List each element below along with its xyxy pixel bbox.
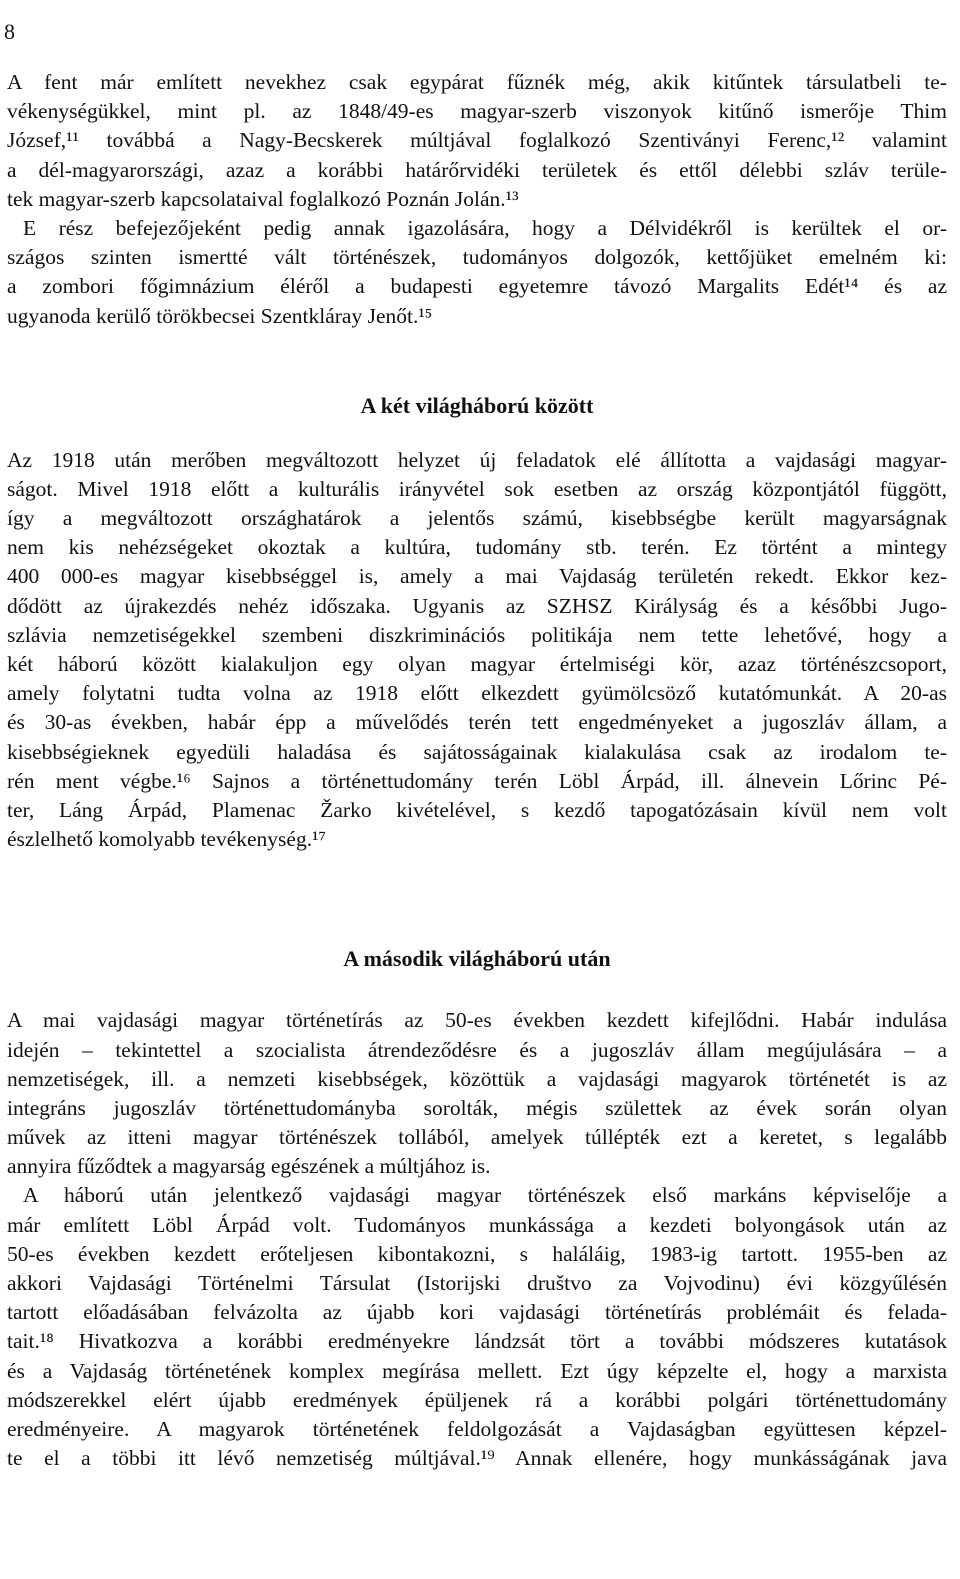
text-line: és a Vajdaság történetének komplex megírása mellett. Ezt úgy képzelte el, hogy a marxista	[7, 1358, 947, 1383]
text-line: művek az itteni magyar történészek tollából, amelyek túllépték ezt a keretet, s legalább	[7, 1125, 947, 1150]
text-line: így a megváltozott országhatárok a jelentős számú, kisebbségbe került magyarságnak	[7, 506, 947, 531]
section-heading-postwar: A második világháború után	[343, 946, 611, 972]
text-line: rén ment végbe.¹⁶ Sajnos a történettudomány terén Löbl Árpád, ill. álnevein Lőrinc Pé-	[7, 768, 947, 793]
text-line: szlávia nemzetiségekkel szembeni diszkriminációs politikája nem tette lehetővé, hogy a	[7, 622, 947, 647]
text-line: ter, Láng Árpád, Plamenac Žarko kivételével, s kezdő tapogatózásain kívül nem volt	[7, 797, 947, 822]
page-number: 8	[4, 19, 15, 44]
page-body	[7, 68, 947, 1473]
text-line: amely folytatni tudta volna az 1918 előtt elkezdett gyümölcsöző kutatómunkát. A 20-as	[7, 681, 947, 706]
text-line: A mai vajdasági magyar történetírás az 50-es években kezdett kifejlődni. Habár indulása	[7, 1008, 947, 1033]
text-line: annyira fűződtek a magyarság egészének a múltjához is.	[7, 1154, 491, 1179]
text-line: E rész befejezőjeként pedig annak igazolására, hogy a Délvidékről is kerültek el or-	[23, 215, 947, 240]
text-line: 400 000-es magyar kisebbséggel is, amely a mai Vajdaság területén rekedt. Ekkor kez-	[7, 564, 947, 589]
text-line: szágos szinten ismertté vált történészek, tudományos dolgozók, kettőjüket emelném ki:	[7, 245, 947, 270]
text-line: József,¹¹ továbbá a Nagy-Becskerek múltjával foglalkozó Szentiványi Ferenc,¹² valamint	[7, 128, 947, 153]
paragraph-notable-members	[7, 68, 947, 214]
text-line: módszerekkel elért újabb eredmények épüljenek rá a korábbi polgári történettudomány	[7, 1387, 947, 1412]
text-line: és 30-as években, habár épp a művelődés terén tett engedményeket a jugoszláv állam, a	[7, 710, 947, 735]
text-line: Az 1918 után merőben megváltozott helyzet új feladatok elé állította a vajdasági magyar-	[7, 447, 947, 472]
text-line: nem kis nehézségeket okoztak a kultúra, tudomány stb. terén. Ez történt a mintegy	[7, 535, 947, 560]
text-line: A fent már említett nevekhez csak egypárat fűznék még, akik kitűntek társulatbeli te-	[7, 70, 947, 94]
text-line: eredményeire. A magyarok történetének feldolgozását a Vajdaságban együttesen képzel-	[7, 1416, 947, 1441]
text-line: tartott előadásában felvázolta az újabb kori vajdasági történetírás problémáit és felada-	[7, 1300, 947, 1325]
paragraph-national-historians	[7, 214, 947, 331]
paragraph-interwar	[7, 446, 947, 855]
text-line: vékenységükkel, mint pl. az 1848/49-es magyar-szerb viszonyok kitűnő ismerője Thim	[7, 99, 947, 124]
text-line: észlelhető komolyabb tevékenység.¹⁷	[7, 827, 327, 852]
text-line: a dél-magyarországi, azaz a korábbi határőrvidéki területek és ettől délebbi szláv terüle-	[7, 157, 947, 182]
text-line: A háború után jelentkező vajdasági magyar történészek első markáns képviselője a	[23, 1183, 947, 1208]
text-line: tek magyar-szerb kapcsolataival foglalkozó Poznán Jolán.¹³	[7, 186, 519, 211]
text-line: már említett Löbl Árpád volt. Tudományos munkássága a kezdeti bolyongások után az	[7, 1212, 947, 1237]
text-line: dődött az újrakezdés nehéz időszaka. Ugyanis az SZHSZ Királyság és a későbbi Jugo-	[7, 593, 947, 618]
text-line: tait.¹⁸ Hivatkozva a korábbi eredményekre lándzsát tört a további módszeres kutatások	[7, 1329, 947, 1354]
paragraph-postwar-beginnings	[7, 1006, 947, 1181]
text-line: ságot. Mivel 1918 előtt a kulturális irányvétel sok esetben az ország központjától függött,	[7, 476, 947, 501]
paragraph-lobl-arpad	[7, 1181, 947, 1473]
text-line: akkori Vajdasági Történelmi Társulat (Istorijski društvo za Vojvodinu) évi közgyűlésén	[7, 1271, 947, 1295]
text-line: a zombori főgimnázium éléről a budapesti egyetemre távozó Margalits Edét¹⁴ és az	[7, 274, 947, 299]
text-line: idején – tekintettel a szocialista átrendeződésre és a jugoszláv állam megújulására – a	[7, 1037, 947, 1062]
text-line: integráns jugoszláv történettudományba sorolták, mégis születtek az évek során olyan	[7, 1095, 947, 1120]
section-heading-interwar: A két világháború között	[360, 392, 594, 418]
text-line: nemzetiségek, ill. a nemzeti kisebbségek, közöttük a vajdasági magyarok történetét is az	[7, 1066, 947, 1091]
text-line: ugyanoda kerülő törökbecsei Szentkláray Jenőt.¹⁵	[7, 303, 433, 328]
text-line: te el a többi itt lévő nemzetiség múltjával.¹⁹ Annak ellenére, hogy munkásságának java	[7, 1446, 947, 1471]
text-line: 50-es években kezdett erőteljesen kibontakozni, s haláláig, 1983-ig tartott. 1955-ben az	[7, 1241, 947, 1266]
text-line: kisebbségieknek egyedüli haladása és sajátosságainak kialakulása csak az irodalom te-	[7, 739, 947, 764]
text-line: két háború között kialakuljon egy olyan magyar értelmiségi kör, azaz történészcsoport,	[7, 652, 947, 676]
